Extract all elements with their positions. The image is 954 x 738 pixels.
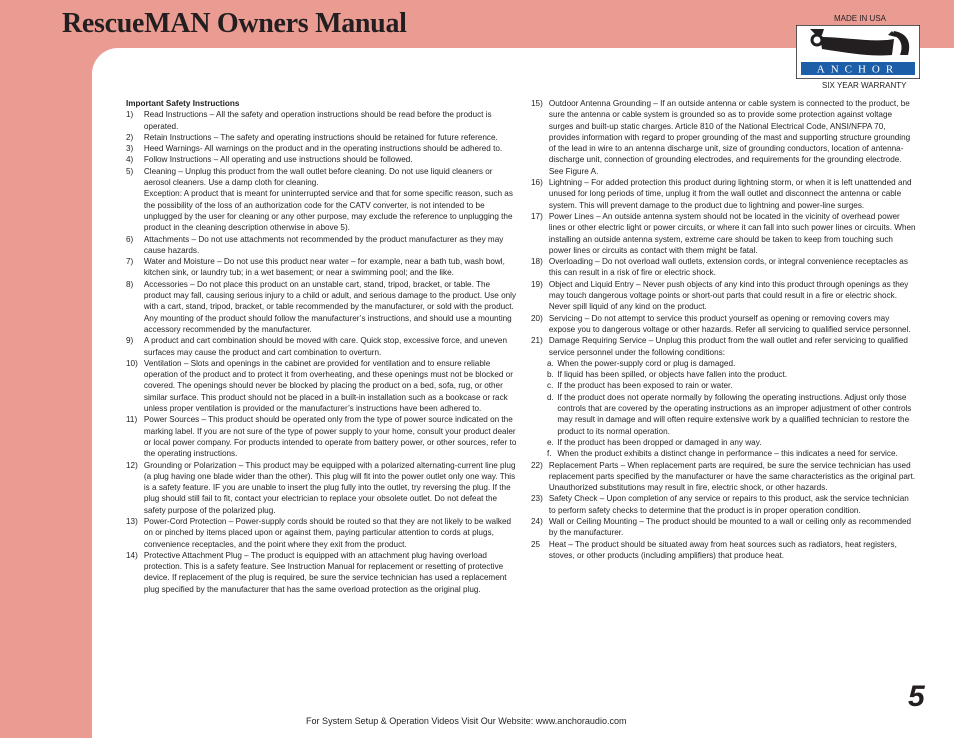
item-number: 17) <box>531 210 543 221</box>
item-number: 23) <box>531 493 543 504</box>
instruction-item <box>126 256 519 279</box>
condition-letter: b. <box>546 369 554 380</box>
item-text: Ventilation – Slots and openings in the cabinet are provided for ventilation and to ensure reliable operation of the product and to protect it from overheating, and these openings must not be blocked or covered. The openings should never be blocked by placing the product on a bed, sofa, rug, or other similar surface. This product should not be placed in a built-in installation such as a bookcase or rack unless proper ventilation is provided or the manufacturer’s instructions have been adhered to. <box>143 357 513 414</box>
item-text: Attachments – Do not use attachments not recommended by the product manufacturer as they may cause hazards. <box>143 233 504 255</box>
item-number: 1) <box>126 109 134 120</box>
warranty-label: SIX YEAR WARRANTY <box>822 81 907 90</box>
item-number: 6) <box>126 233 134 244</box>
condition-letter: d. <box>546 391 554 402</box>
item-number: 10) <box>126 357 138 368</box>
condition-letter: f. <box>546 448 552 459</box>
item-number: 25 <box>531 538 541 549</box>
condition-text: When the product exhibits a distinct change in performance – this indicates a need for service. <box>557 448 898 459</box>
instruction-item <box>126 550 519 595</box>
item-number: 13) <box>126 515 138 526</box>
item-number: 19) <box>531 278 543 289</box>
item-text: Lightning – For added protection this product during lightning storm, or when it is left unattended and unused for long periods of time, unplug it from the wall outlet and disconnect the antenna or cable system. This will prevent damage to the product due to lightning and power-line surges. <box>548 177 912 210</box>
page-title: RescueMAN Owners Manual <box>62 8 407 39</box>
condition-letter: e. <box>546 436 554 447</box>
item-text: Outdoor Antenna Grounding – If an outside antenna or cable system is connected to the product, be sure the antenna or cable system is grounded so as to provide some protection against voltage surges and built-up static charges. Article 810 of the National Electrical Code, ANSI/NFPA 70, provides information with regard to proper grounding of the mast and supporting structure grounding of the lead in wire to an antenna discharge unit, size of grounding conductors, location of antenna-discharge unit, connection of grounding electrodes, and requirements for the grounding electrode. See Figure A. <box>548 98 911 176</box>
instruction-item <box>531 313 917 336</box>
instruction-item <box>126 132 519 143</box>
item-text: Read Instructions – All the safety and operation instructions should be read before the product is operated. <box>143 109 492 131</box>
item-text: Follow Instructions – All operating and use instructions should be followed. <box>143 154 413 165</box>
instruction-item <box>531 279 917 313</box>
item-text: Cleaning – Unplug this product from the wall outlet before cleaning. Do not use liquid cleaners or aerosol cleaners. Use a damp cloth for cleaning. <box>143 165 493 188</box>
item-text: Damage Requiring Service – Unplug this product from the wall outlet and refer servicing to qualified service personnel under the following conditions: <box>548 335 908 357</box>
item-text: Water and Moisture – Do not use this product near water – for example, near a bath tub, wash bowl, kitchen sink, or laundry tub; in a wet basement; or near a swimming pool; and the like. <box>143 256 505 278</box>
item-number: 7) <box>126 256 134 267</box>
footer-website: For System Setup & Operation Videos Visit Our Website: www.anchoraudio.com <box>306 716 627 727</box>
instruction-item <box>531 493 917 516</box>
item-text: Overloading – Do not overload wall outlets, extension cords, or integral convenience receptacles as this can result in a risk of fire or electric shock. <box>548 256 908 278</box>
item-text: Grounding or Polarization – This product may be equipped with a polarized alternating-current line plug (a plug having one blade wider than the other). This plug will fit into the power outlet only one way. This is a safety feature. IF you are unable to insert the plug fully into the outlet, try reversing the plug. If the plug should still fail to fit, contact your electrician to replace your obsolete outlet. Do not defeat the safety purpose of the polarized plug. <box>143 459 516 515</box>
instruction-item <box>531 177 917 211</box>
instruction-item <box>531 98 917 177</box>
condition-text: When the power-supply cord or plug is damaged. <box>557 357 736 368</box>
left-items <box>126 109 519 595</box>
service-condition <box>547 369 917 380</box>
item-text: Replacement Parts – When replacement parts are required, be sure the service technician has used replacement parts specified by the manufacturer or have the same characteristics as the original part. Unauthorized substitutions may result in fire, electric shock, or other hazards. <box>548 459 916 493</box>
anchor-logo <box>796 25 920 79</box>
item-text: Exception: A product that is meant for uninterrupted service and that for some specific reason, such as the possibility of the loss of an authorization code for the CATV converter, is not intended to be unplugged by the user for cleaning or any other purpose, may exclude the reference to unplugging the product in the cleaning description otherwise in above 5). <box>143 188 513 233</box>
service-condition <box>547 392 917 437</box>
item-text: A product and cart combination should be moved with care. Quick stop, excessive force, and uneven surfaces may cause the product and cart combination to overturn. <box>143 335 508 357</box>
instruction-item <box>531 539 917 562</box>
instruction-item <box>126 143 519 154</box>
service-condition <box>547 358 917 369</box>
item-number: 11) <box>126 414 138 425</box>
item-text: Accessories – Do not place this product on an unstable cart, stand, tripod, bracket, or table. The product may fall, causing serious injury to a child or adult, and serious damage to the product. Use only with a cart, stand, tripod, bracket, or table recommended by the manufacturer, or sold with the product. Any mounting of the product should follow the manufacturer’s instructions, and should use a mounting accessory recommended by the manufacturer. <box>143 278 517 334</box>
item-text: Servicing – Do not attempt to service this product yourself as opening or removing covers may expose you to dangerous voltage or other hazards. Refer all servicing to qualified service personnel. <box>548 312 911 334</box>
condition-letter: c. <box>546 380 554 391</box>
condition-text: If the product has been exposed to rain or water. <box>557 380 733 391</box>
item-text: Power-Cord Protection – Power-supply cords should be routed so that they are not likely to be walked on or pinched by items placed upon or against them, paying particular attention to cords at plugs, convenience receptacles, and the point where they exit from the product. <box>143 515 512 549</box>
instruction-item <box>126 234 519 257</box>
instruction-item <box>126 154 519 165</box>
item-number: 3) <box>126 143 134 154</box>
item-text: Safety Check – Upon completion of any service or repairs to this product, ask the service technician to perform safety checks to determine that the product is in proper operation condition. <box>548 493 909 515</box>
item-text: Retain Instructions – The safety and operating instructions should be retained for future reference. <box>143 131 498 142</box>
instruction-item <box>126 460 519 516</box>
instruction-item <box>531 335 917 358</box>
item-number: 12) <box>126 459 138 470</box>
right-column <box>531 98 917 561</box>
instruction-item <box>531 211 917 256</box>
item-number: 21) <box>531 335 543 346</box>
instruction-item <box>126 188 519 233</box>
item-number: 15) <box>531 98 543 108</box>
item-text: Wall or Ceiling Mounting – The product should be mounted to a wall or ceiling only as recommended by the manufacturer. <box>548 515 912 538</box>
left-column <box>126 98 519 595</box>
logo-text: ANCHOR <box>816 63 900 76</box>
condition-letter: a. <box>546 357 554 368</box>
item-number: 18) <box>531 256 543 267</box>
service-conditions <box>531 358 917 460</box>
instruction-item <box>126 335 519 358</box>
item-number: 4) <box>126 154 134 165</box>
item-number: 5) <box>126 165 134 176</box>
service-condition <box>547 448 917 459</box>
item-text: Protective Attachment Plug – The product is equipped with an attachment plug having overload protection. This is a safety feature. See Instruction Manual for replacement or resetting of protective device. If replacement of the plug is required, be sure the service technician has used a replacement plug specified by the manufacturer that has the same overload protection as the original plug. <box>143 549 507 594</box>
item-number: 2) <box>126 131 134 142</box>
instruction-item <box>126 516 519 550</box>
condition-text: If the product has been dropped or damaged in any way. <box>557 436 762 447</box>
instruction-item <box>126 166 519 189</box>
item-number: 9) <box>126 335 134 346</box>
service-condition <box>547 437 917 448</box>
item-text: Heat – The product should be situated away from heat sources such as radiators, heat registers, stoves, or other products (including amplifiers) that produce heat. <box>548 538 897 560</box>
item-number: 20) <box>531 312 543 323</box>
page-number: 5 <box>908 680 925 713</box>
item-number: 8) <box>126 278 134 289</box>
item-number: 14) <box>126 549 138 560</box>
instruction-item <box>531 256 917 279</box>
made-in-usa-label: MADE IN USA <box>834 14 887 23</box>
condition-text: If liquid has been spilled, or objects have fallen into the product. <box>557 369 788 380</box>
item-number: 24) <box>531 515 543 526</box>
service-condition <box>547 380 917 391</box>
item-text: Power Sources – This product should be operated only from the type of power source indicated on the marking label. If you are not sure of the type of power supply to your home, consult your product dealer or local power company. For products intended to operate from battery power, or other sources, refer to the operating instructions. <box>143 414 517 459</box>
item-number: 16) <box>531 177 543 188</box>
section-heading: Important Safety Instructions <box>126 98 240 108</box>
item-text: Power Lines – An outside antenna system should not be located in the vicinity of overhead power lines or other electric light or power circuits, or where it can fall into such power lines or circuits. When installing an outside antenna system, extreme care should be taken to keep from touching such power lines or circuits as contact with them might be fatal. <box>548 210 916 255</box>
instruction-item <box>126 414 519 459</box>
instruction-item <box>126 358 519 414</box>
instruction-item <box>531 460 917 494</box>
item-text: Object and Liquid Entry – Never push objects of any kind into this product through openings as they may touch dangerous voltage points or short-out parts that could result in a fire or electric shock. Never spill liquid of any kind on the product. <box>548 278 909 312</box>
instruction-item <box>126 109 519 132</box>
right-items-after <box>531 460 917 562</box>
right-items <box>531 98 917 358</box>
item-text: Heed Warnings- All warnings on the product and in the operating instructions should be adhered to. <box>143 143 503 154</box>
item-number: 22) <box>531 459 543 470</box>
condition-text: If the product does not operate normally by following the operating instructions. Adjust only those controls that are covered by the operating instructions as an improper adjustment of other controls may result in damage and will often require extensive work by a qualified technician to restore the product to its normal operation. <box>557 391 912 436</box>
instruction-item <box>531 516 917 539</box>
instruction-item <box>126 279 519 335</box>
